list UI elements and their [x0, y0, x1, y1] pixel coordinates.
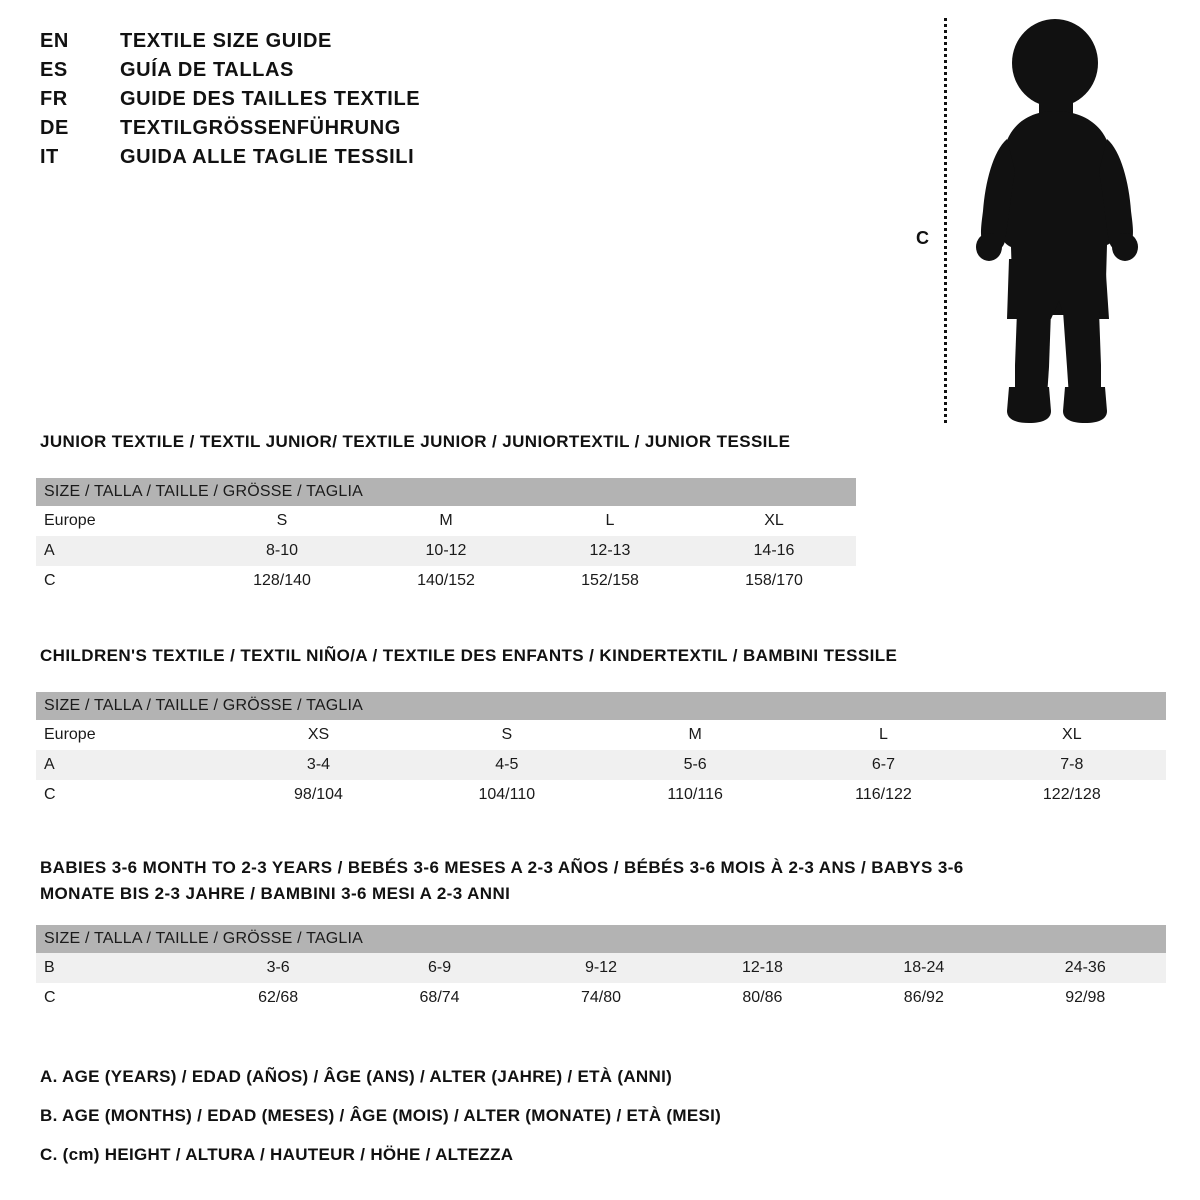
- cell-value: 140/152: [364, 566, 528, 596]
- cell-value: 5-6: [601, 750, 789, 780]
- size-label: L: [528, 506, 692, 536]
- table-header-row: [36, 692, 1166, 720]
- cell-value: 14-16: [692, 536, 856, 566]
- language-code: ES: [40, 59, 68, 81]
- language-title: TEXTILGRÖSSENFÜHRUNG: [120, 117, 401, 139]
- cell-value: 6-7: [789, 750, 977, 780]
- language-row-fr: [40, 88, 600, 117]
- language-code: FR: [40, 88, 68, 110]
- size-label: XL: [692, 506, 856, 536]
- cell-value: 104/110: [413, 780, 601, 810]
- cell-value: 74/80: [520, 983, 681, 1013]
- language-row-de: [40, 117, 600, 146]
- section-heading-babies: BABIES 3-6 MONTH TO 2-3 YEARS / BEBÉS 3-6 MESES A 2-3 AÑOS / BÉBÉS 3-6 MOIS À 2-3 ANS / BABYS 3-6 MONATE BIS 2-3 JAHRE / BAMBINI 3-6 MESI A 2-3 ANNI: [40, 858, 964, 904]
- cell-value: 68/74: [359, 983, 520, 1013]
- language-title: GUIDA ALLE TAGLIE TESSILI: [120, 146, 415, 168]
- legend-block: [40, 1068, 1140, 1185]
- language-title-block: [40, 30, 600, 175]
- table-row-sizes: [36, 506, 856, 536]
- language-row-it: [40, 146, 600, 175]
- legend-item-a: A. AGE (YEARS) / EDAD (AÑOS) / ÂGE (ANS) / ALTER (JAHRE) / ETÀ (ANNI): [40, 1067, 673, 1086]
- cell-value: 6-9: [359, 953, 520, 983]
- table-row: [36, 536, 856, 566]
- height-measure-figure: [900, 10, 1160, 430]
- cell-value: 12-18: [682, 953, 843, 983]
- table-row-sizes: [36, 720, 1166, 750]
- language-code: DE: [40, 117, 69, 139]
- language-code: IT: [40, 146, 59, 168]
- size-label: S: [413, 720, 601, 750]
- table-row: [36, 780, 1166, 810]
- row-label: A: [36, 750, 224, 780]
- row-label: C: [36, 780, 224, 810]
- table-header-label: SIZE / TALLA / TAILLE / GRÖSSE / TAGLIA: [36, 478, 856, 506]
- cell-value: 3-4: [224, 750, 412, 780]
- language-title: GUÍA DE TALLAS: [120, 59, 294, 81]
- cell-value: 128/140: [200, 566, 364, 596]
- row-label: A: [36, 536, 200, 566]
- section-heading-junior: JUNIOR TEXTILE / TEXTIL JUNIOR/ TEXTILE JUNIOR / JUNIORTEXTIL / JUNIOR TESSILE: [40, 432, 791, 451]
- children-size-table: [36, 692, 1166, 810]
- size-label: M: [601, 720, 789, 750]
- row-label: C: [36, 566, 200, 596]
- table-header-row: [36, 925, 1166, 953]
- table-row: [36, 983, 1166, 1013]
- size-label: XS: [224, 720, 412, 750]
- row-label: B: [36, 953, 197, 983]
- cell-value: 80/86: [682, 983, 843, 1013]
- language-row-en: [40, 30, 600, 59]
- cell-value: 8-10: [200, 536, 364, 566]
- cell-value: 92/98: [1005, 983, 1166, 1013]
- table-header-row: [36, 478, 856, 506]
- measure-dashed-line: [944, 18, 947, 423]
- cell-value: 98/104: [224, 780, 412, 810]
- region-label: Europe: [36, 720, 224, 750]
- cell-value: 4-5: [413, 750, 601, 780]
- cell-value: 122/128: [978, 780, 1166, 810]
- legend-item-b: B. AGE (MONTHS) / EDAD (MESES) / ÂGE (MOIS) / ALTER (MONATE) / ETÀ (MESI): [40, 1106, 722, 1125]
- size-label: S: [200, 506, 364, 536]
- junior-size-table: [36, 478, 856, 596]
- row-label: C: [36, 983, 197, 1013]
- cell-value: 116/122: [789, 780, 977, 810]
- child-silhouette-icon: [955, 15, 1155, 435]
- cell-value: 12-13: [528, 536, 692, 566]
- language-title: GUIDE DES TAILLES TEXTILE: [120, 88, 421, 110]
- cell-value: 18-24: [843, 953, 1004, 983]
- table-row: [36, 953, 1166, 983]
- cell-value: 62/68: [197, 983, 358, 1013]
- cell-value: 24-36: [1005, 953, 1166, 983]
- cell-value: 10-12: [364, 536, 528, 566]
- cell-value: 7-8: [978, 750, 1166, 780]
- section-heading-children: CHILDREN'S TEXTILE / TEXTIL NIÑO/A / TEXTILE DES ENFANTS / KINDERTEXTIL / BAMBINI TESSILE: [40, 646, 898, 665]
- cell-value: 86/92: [843, 983, 1004, 1013]
- measure-label-c: C: [916, 228, 929, 248]
- legend-item-c: C. (cm) HEIGHT / ALTURA / HAUTEUR / HÖHE / ALTEZZA: [40, 1145, 514, 1164]
- table-header-label: SIZE / TALLA / TAILLE / GRÖSSE / TAGLIA: [36, 692, 1166, 720]
- cell-value: 152/158: [528, 566, 692, 596]
- size-label: XL: [978, 720, 1166, 750]
- table-row: [36, 750, 1166, 780]
- region-label: Europe: [36, 506, 200, 536]
- table-header-label: SIZE / TALLA / TAILLE / GRÖSSE / TAGLIA: [36, 925, 1166, 953]
- table-row: [36, 566, 856, 596]
- cell-value: 3-6: [197, 953, 358, 983]
- size-label: L: [789, 720, 977, 750]
- language-row-es: [40, 59, 600, 88]
- cell-value: 9-12: [520, 953, 681, 983]
- size-label: M: [364, 506, 528, 536]
- language-title: TEXTILE SIZE GUIDE: [120, 30, 332, 52]
- language-code: EN: [40, 30, 69, 52]
- cell-value: 110/116: [601, 780, 789, 810]
- babies-size-table: [36, 925, 1166, 1013]
- cell-value: 158/170: [692, 566, 856, 596]
